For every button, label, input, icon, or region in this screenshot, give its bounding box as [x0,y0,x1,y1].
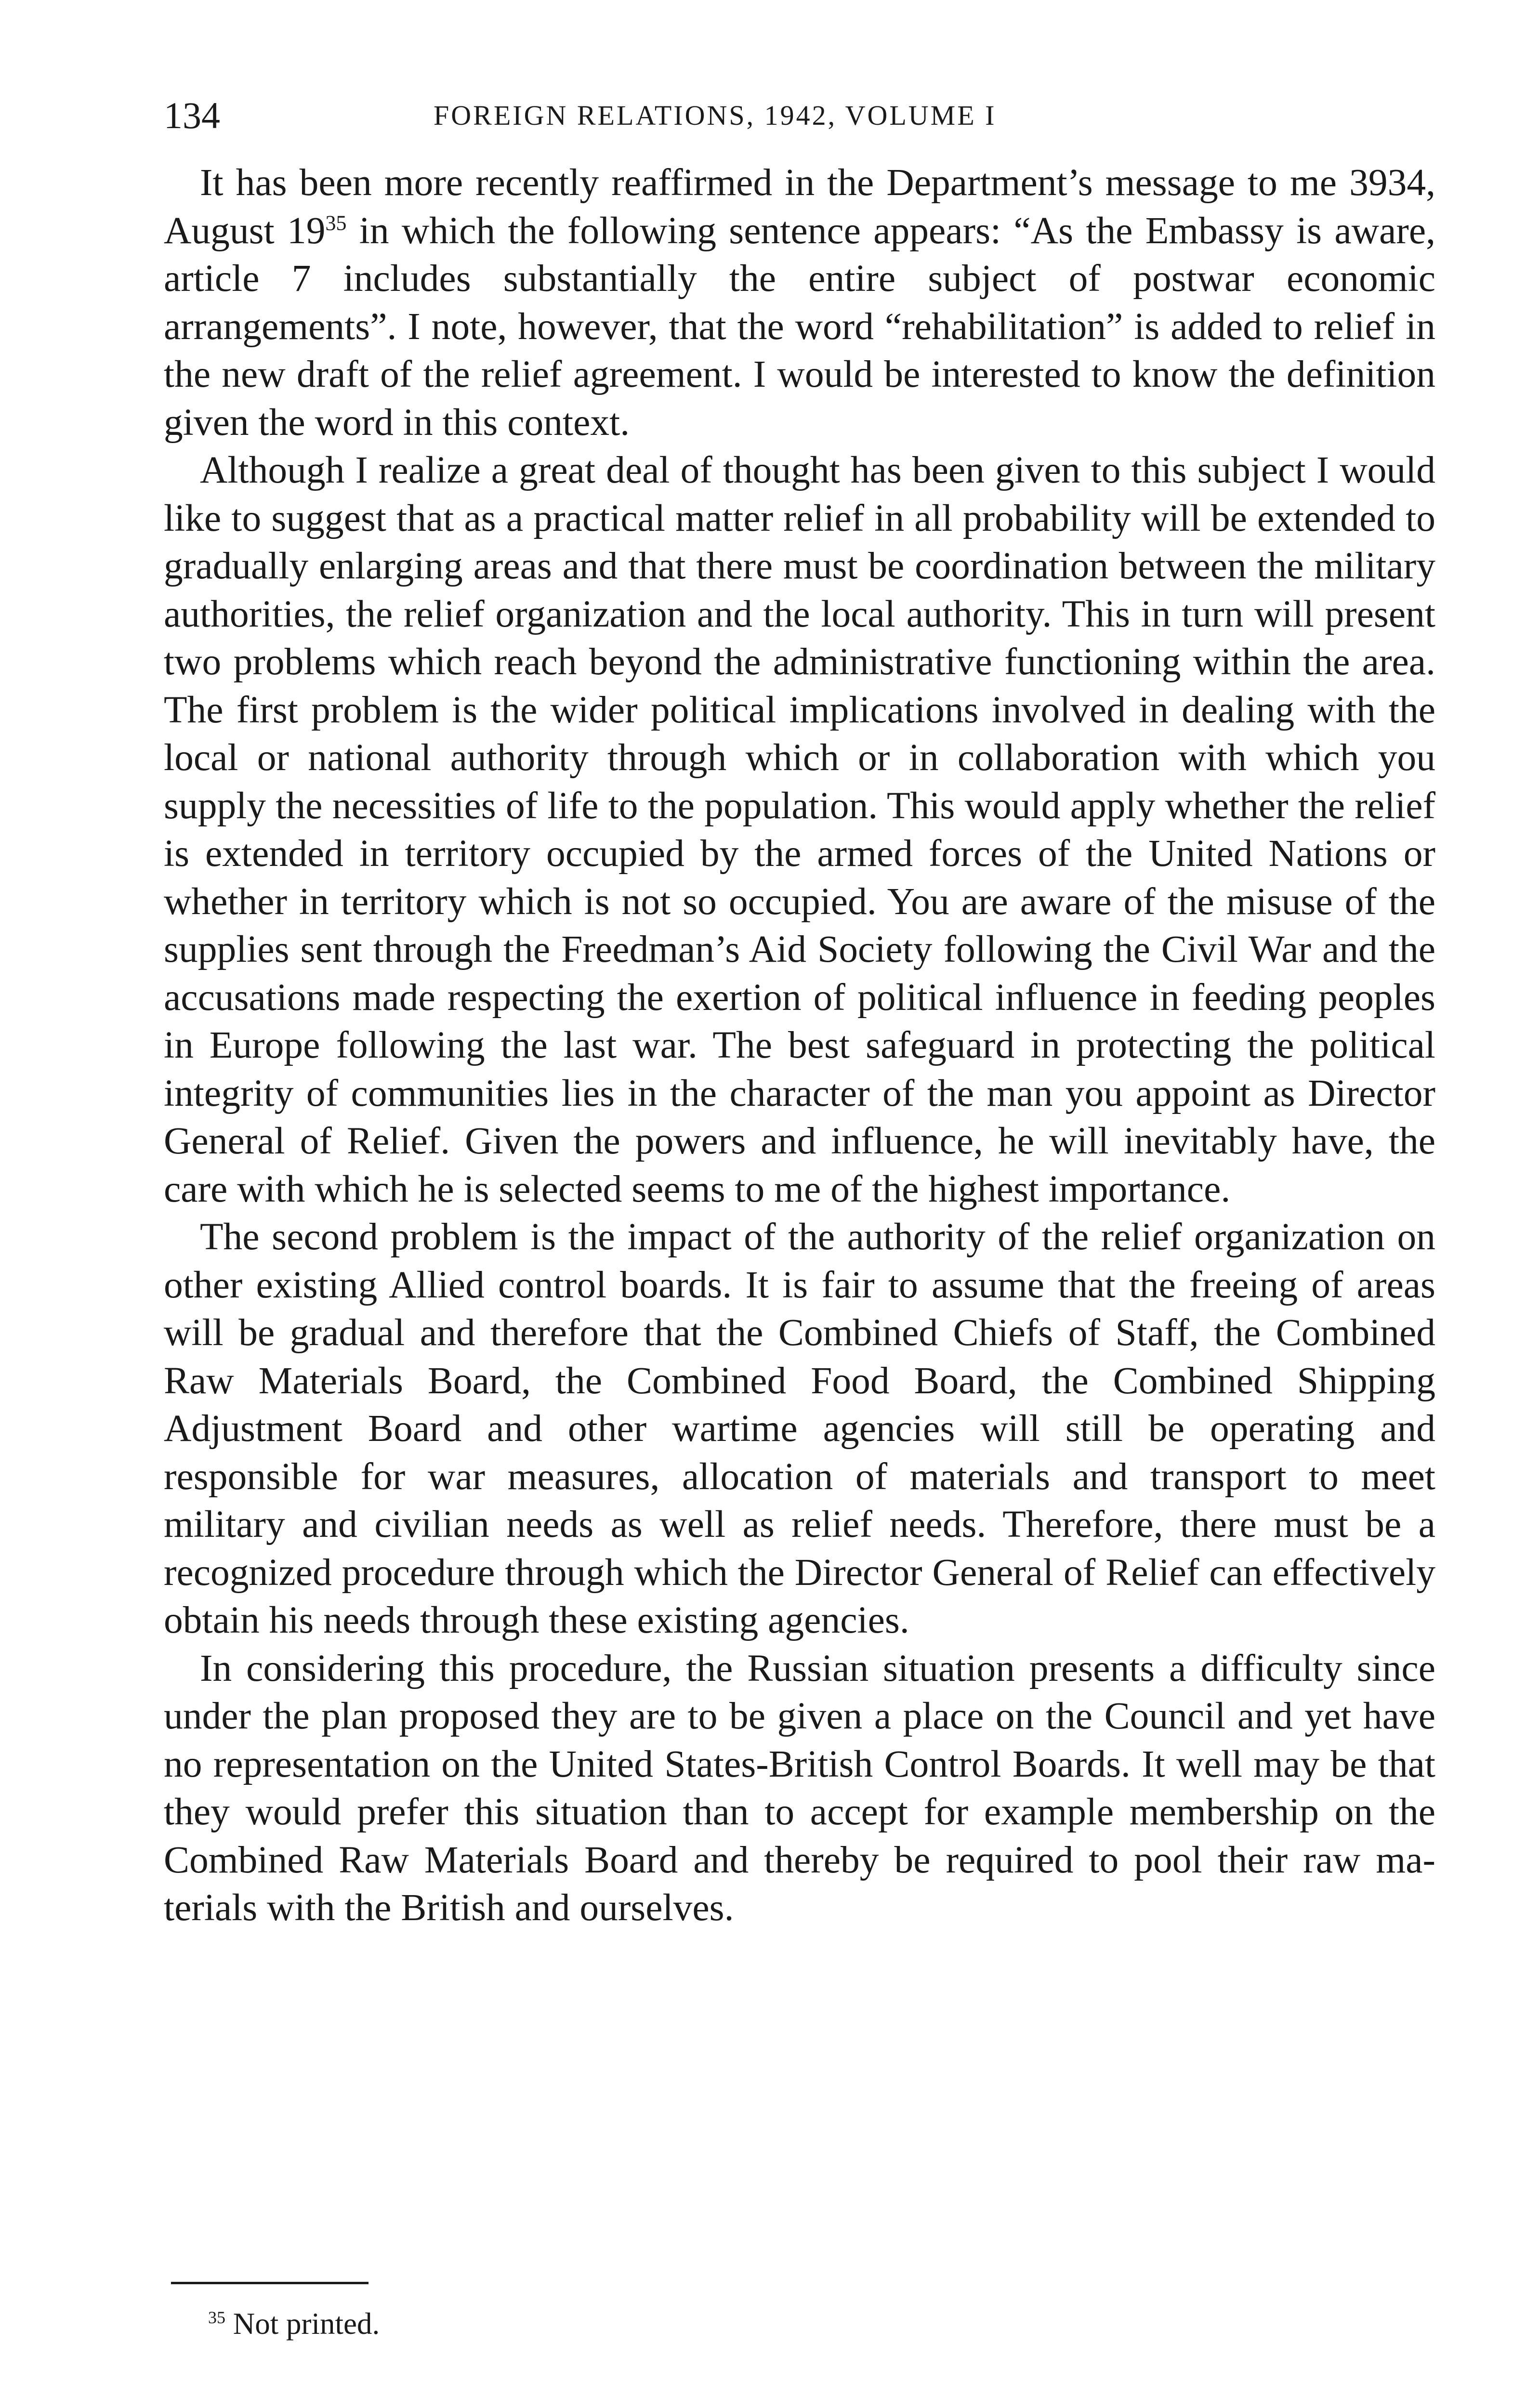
paragraph-1 [164,159,1435,446]
footnote-rule [171,2282,368,2284]
body-text [164,159,1435,1932]
footnote-number: 35 [208,2308,225,2327]
paragraph-3: The second problem is the impact of the authority of the relief organization on other existing Allied control boards. It is fair to assume that the freeing of areas will be gradual and therefore that the Combined Chiefs of Staff, the Combined Raw Materials Board, the Combined Food Board, the Combined Shipping Adjustment Board and other wartime agencies will still be operating and responsible for war measures, allocation of materials and transport to meet military and civilian needs as well as relief needs. Therefore, there must be a recognized procedure through which the Director General of Relief can effectively obtain his needs through these existing agencies. [164,1216,1435,1641]
paragraph-2: Although I realize a great deal of thought has been given to this subject I would like to suggest that as a practical matter relief in all probability will be extended to gradually enlarging areas and that there must be coordination between the military authorities, the relief organization and the local authority. This in turn will present two problems which reach beyond the administrative functioning within the area. The first problem is the wider political implications involved in dealing with the local or national authority through which or in collaboration with which you supply the necessities of life to the population. This would apply whether the relief is extended in territory occupied by the armed forces of the United Nations or whether in territory which is not so occupied. You are aware of the misuse of the supplies sent through the Freedman’s Aid Society following the Civil War and the accusations made respecting the exertion of political influence in feeding peoples in Europe following the last war. The best safeguard in protecting the political integrity of communities lies in the character of the man you appoint as Director General of Relief. Given the powers and influence, he will inevitably have, the care with which he is selected seems to me of the highest importance. [164,449,1435,1210]
running-title: FOREIGN RELATIONS, 1942, VOLUME I [434,100,997,131]
page-number: 134 [164,94,220,136]
running-head [164,89,1435,142]
paragraph-1-text-continued: in which the following sentence appears: “As the Embassy is aware, article 7 includes substantially the entire subject of postwar economic arrangements”. I note, however, that the word “rehabilitation” is added to relief in the new draft of the relief agreement. I would be interested to know the definition given the word in this context. [164,209,1435,444]
paragraph-4: In considering this procedure, the Russian situation presents a difficulty since under the plan proposed they are to be given a place on the Council and yet have no representation on the United States-British Control Boards. It well may be that they would prefer this situation than to accept for example membership on the Combined Raw Materials Board and thereby be required to pool their raw materials with the British and ourselves. [164,1647,1435,1929]
footnote [208,2304,380,2343]
footnote-text: Not printed. [225,2307,380,2341]
footnote-reference: 35 [325,211,347,235]
paragraph-1-text: It has been more recently reaffirmed in the Department’s message to me 3934, August 19 [164,161,1435,252]
